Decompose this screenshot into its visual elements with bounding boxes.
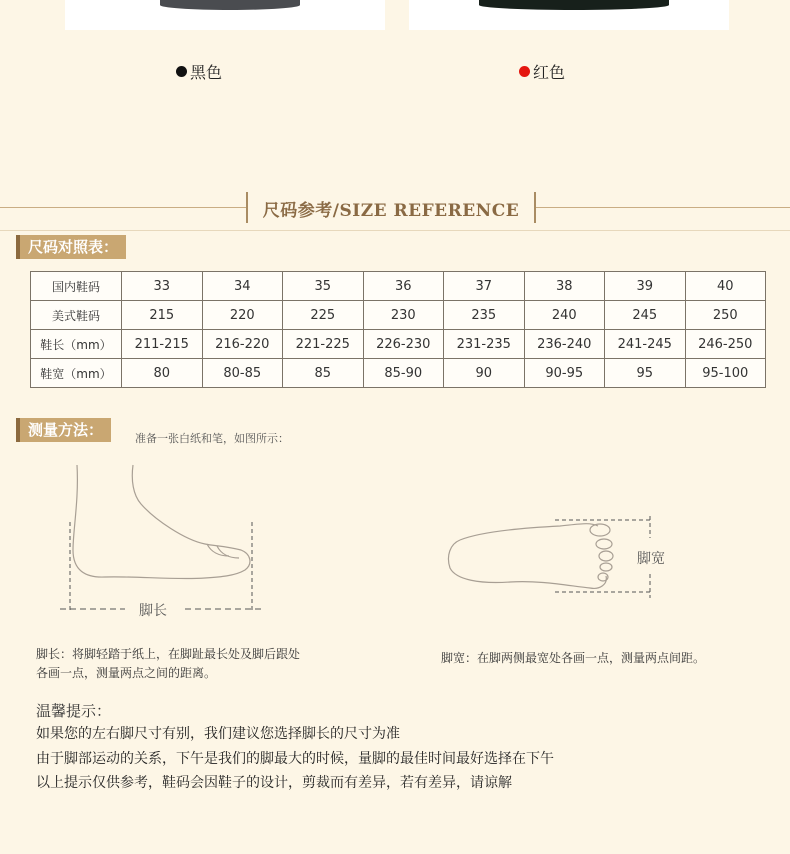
heading-underline	[0, 230, 790, 231]
row-header: 鞋宽（mm）	[31, 359, 122, 388]
row-header: 美式鞋码	[31, 301, 122, 330]
foot-top-outline	[448, 524, 613, 589]
heading-rule-left	[0, 207, 246, 208]
product-image-black	[65, 0, 385, 30]
table-cell: 246-250	[685, 330, 766, 359]
table-cell: 240	[524, 301, 605, 330]
product-image-red	[409, 0, 729, 30]
red-shoe-sole	[479, 0, 669, 10]
tip-line: 以上提示仅供参考，鞋码会因鞋子的设计，剪裁而有差异，若有差异，请谅解	[36, 775, 512, 791]
table-row	[31, 330, 766, 359]
tip-line: 由于脚部运动的关系，下午是我们的脚最大的时候，量脚的最佳时间最好选择在下午	[36, 751, 554, 767]
color-option-black[interactable]	[176, 60, 222, 83]
table-cell: 95	[605, 359, 686, 388]
row-header: 鞋长（mm）	[31, 330, 122, 359]
tip-line: 如果您的左右脚尺寸有别，我们建议您选择脚长的尺寸为准	[36, 726, 400, 742]
color-label-red: 红色	[533, 63, 566, 82]
table-cell: 39	[605, 272, 686, 301]
length-caption-line: 各画一点，测量两点之间的距离。	[36, 666, 217, 680]
size-table	[30, 271, 766, 388]
black-dot-icon	[176, 66, 187, 77]
foot-side-outline	[73, 465, 250, 579]
table-row	[31, 272, 766, 301]
table-cell: 37	[444, 272, 525, 301]
size-chart-tag: 尺码对照表：	[16, 235, 126, 259]
table-cell: 33	[122, 272, 203, 301]
table-cell: 35	[283, 272, 364, 301]
table-cell: 235	[444, 301, 525, 330]
tips-title: 温馨提示：	[36, 702, 112, 720]
foot-top-illustration	[440, 512, 660, 602]
color-label-black: 黑色	[190, 63, 223, 82]
table-cell: 40	[685, 272, 766, 301]
table-cell: 225	[283, 301, 364, 330]
table-cell: 211-215	[122, 330, 203, 359]
table-cell: 36	[363, 272, 444, 301]
table-cell: 85	[283, 359, 364, 388]
foot-width-label: 脚宽	[637, 551, 665, 567]
table-cell: 95-100	[685, 359, 766, 388]
red-dot-icon	[519, 66, 530, 77]
table-cell: 230	[363, 301, 444, 330]
color-option-red[interactable]	[519, 60, 565, 83]
table-cell: 226-230	[363, 330, 444, 359]
table-cell: 220	[202, 301, 283, 330]
width-caption: 脚宽：在脚两侧最宽处各画一点，测量两点间距。	[441, 651, 706, 665]
table-row	[31, 301, 766, 330]
table-cell: 215	[122, 301, 203, 330]
table-cell: 90	[444, 359, 525, 388]
foot-length-label: 脚长	[139, 603, 167, 619]
table-cell: 250	[685, 301, 766, 330]
row-header: 国内鞋码	[31, 272, 122, 301]
table-cell: 241-245	[605, 330, 686, 359]
table-row	[31, 359, 766, 388]
table-cell: 80	[122, 359, 203, 388]
table-cell: 38	[524, 272, 605, 301]
table-cell: 34	[202, 272, 283, 301]
table-cell: 80-85	[202, 359, 283, 388]
heading-rule-right	[536, 207, 790, 208]
length-caption-line: 脚长：将脚轻踏于纸上，在脚趾最长处及脚后跟处	[36, 647, 301, 661]
table-cell: 245	[605, 301, 686, 330]
table-cell: 231-235	[444, 330, 525, 359]
table-cell: 221-225	[283, 330, 364, 359]
table-cell: 216-220	[202, 330, 283, 359]
table-cell: 85-90	[363, 359, 444, 388]
table-cell: 90-95	[524, 359, 605, 388]
black-shoe-sole	[160, 0, 300, 10]
heading-tick-left	[246, 192, 248, 223]
length-caption	[36, 645, 300, 683]
table-cell: 236-240	[524, 330, 605, 359]
measure-tag: 测量方法：	[16, 418, 111, 442]
section-heading: 尺码参考/SIZE REFERENCE	[262, 201, 520, 221]
measure-instruction: 准备一张白纸和笔，如图所示：	[135, 432, 289, 445]
